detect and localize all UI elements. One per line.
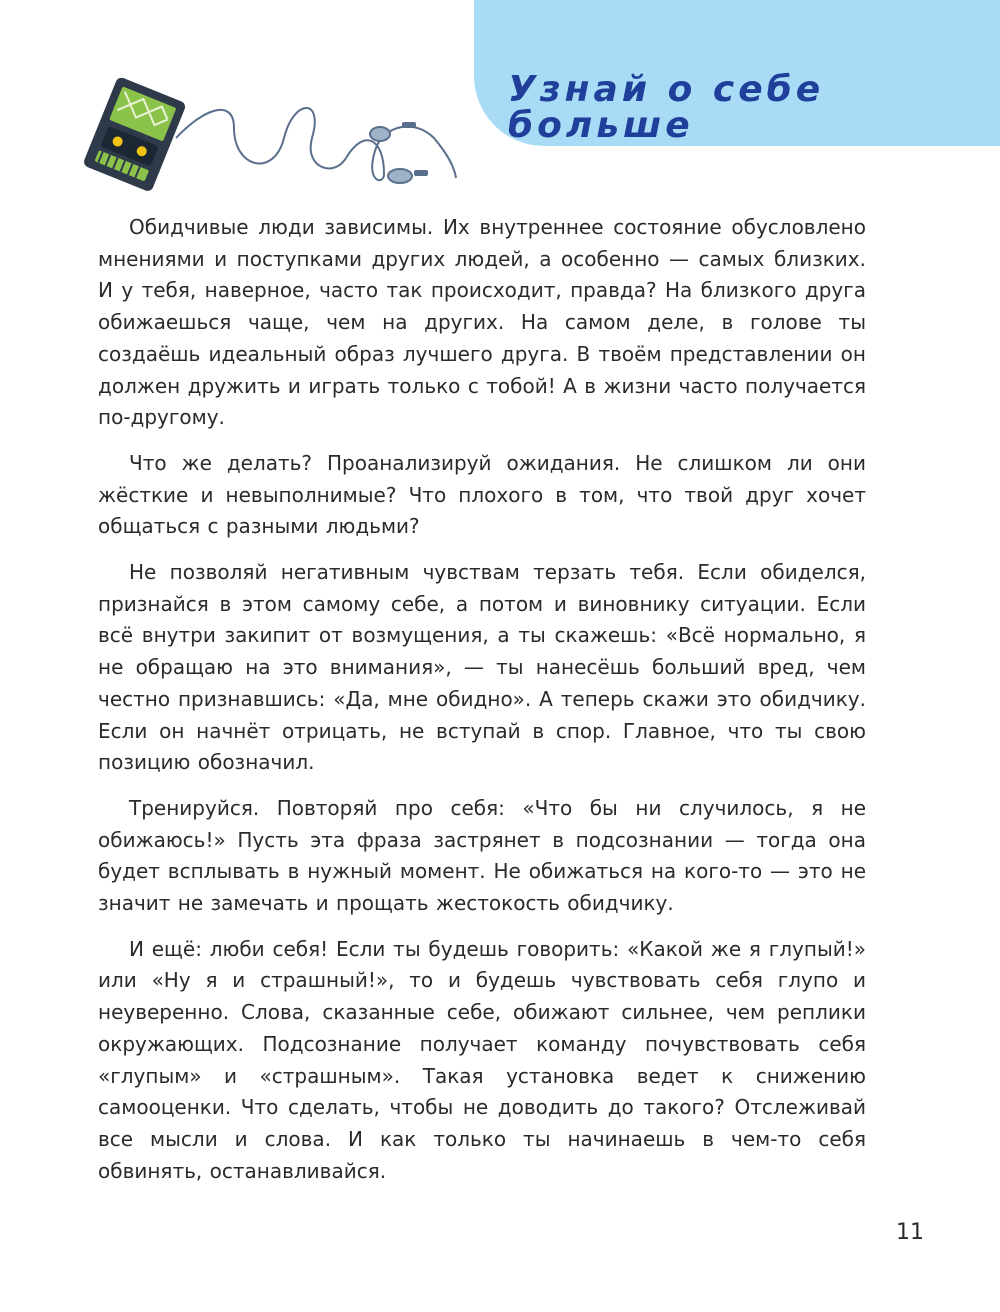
paragraph-5: И ещё: люби себя! Если ты будешь говорить: «Какой же я глупый!» или «Ну я и страшный!», то и будешь чувствовать себя глупо и неуверенно. Слова, сказанные себе, обижают сильнее, чем реплики окружающих. Подсознание получает команду почувствовать себя «глупым» и «страшным». Такая установка ведет к снижению самооценки. Что сделать, чтобы не доводить до такого? Отслеживай все мысли и слова. И как только ты начинаешь в чем-то себя обвинять, останавливайся. (98, 936, 866, 1183)
page-title: Узнай о себе больше (508, 69, 825, 146)
paragraph-1: Обидчивые люди зависимы. Их внутреннее состояние обусловлено мнениями и поступками других людей, а особенно — самых близких. И у тебя, наверное, часто так происходит, правда? На близкого друга обижаешься чаще, чем на других. На самом деле, в голове ты создаёшь идеальный образ лучшего друга. В твоём представлении он должен дружить и играть только с тобой! А в жизни часто получается по-другому. (98, 215, 866, 430)
paragraph-2: Что же делать? Проанализируй ожидания. Не слишком ли они жёсткие и невыполнимые? Что плохого в том, что твой друг хочет общаться с разными людьми? (98, 450, 866, 539)
article-body (98, 212, 866, 1201)
paragraph-3: Не позволяй негативным чувствам терзать тебя. Если обиделся, признайся в этом самому себе, а потом и виновнику ситуации. Если всё внутри закипит от возмущения, а ты скажешь: «Всё нормально, я не обращаю на это внимания», — ты нанесёшь больший вред, чем честно признавшись: «Да, мне обидно». А теперь скажи это обидчику. Если он начнёт отрицать, не вступай в спор. Главное, что ты свою позицию обозначил. (98, 560, 866, 775)
paragraph-4: Тренируйся. Повторяй про себя: «Что бы ни случилось, я не обижаюсь!» Пусть эта фраза застрянет в подсознании — тогда она будет всплывать в нужный момент. Не обижаться на кого-то — это не значит не замечать и прощать жестокость обидчику. (98, 795, 866, 916)
page-number: 11 (896, 1220, 924, 1245)
cassette-player-with-headphones-icon (84, 78, 464, 194)
